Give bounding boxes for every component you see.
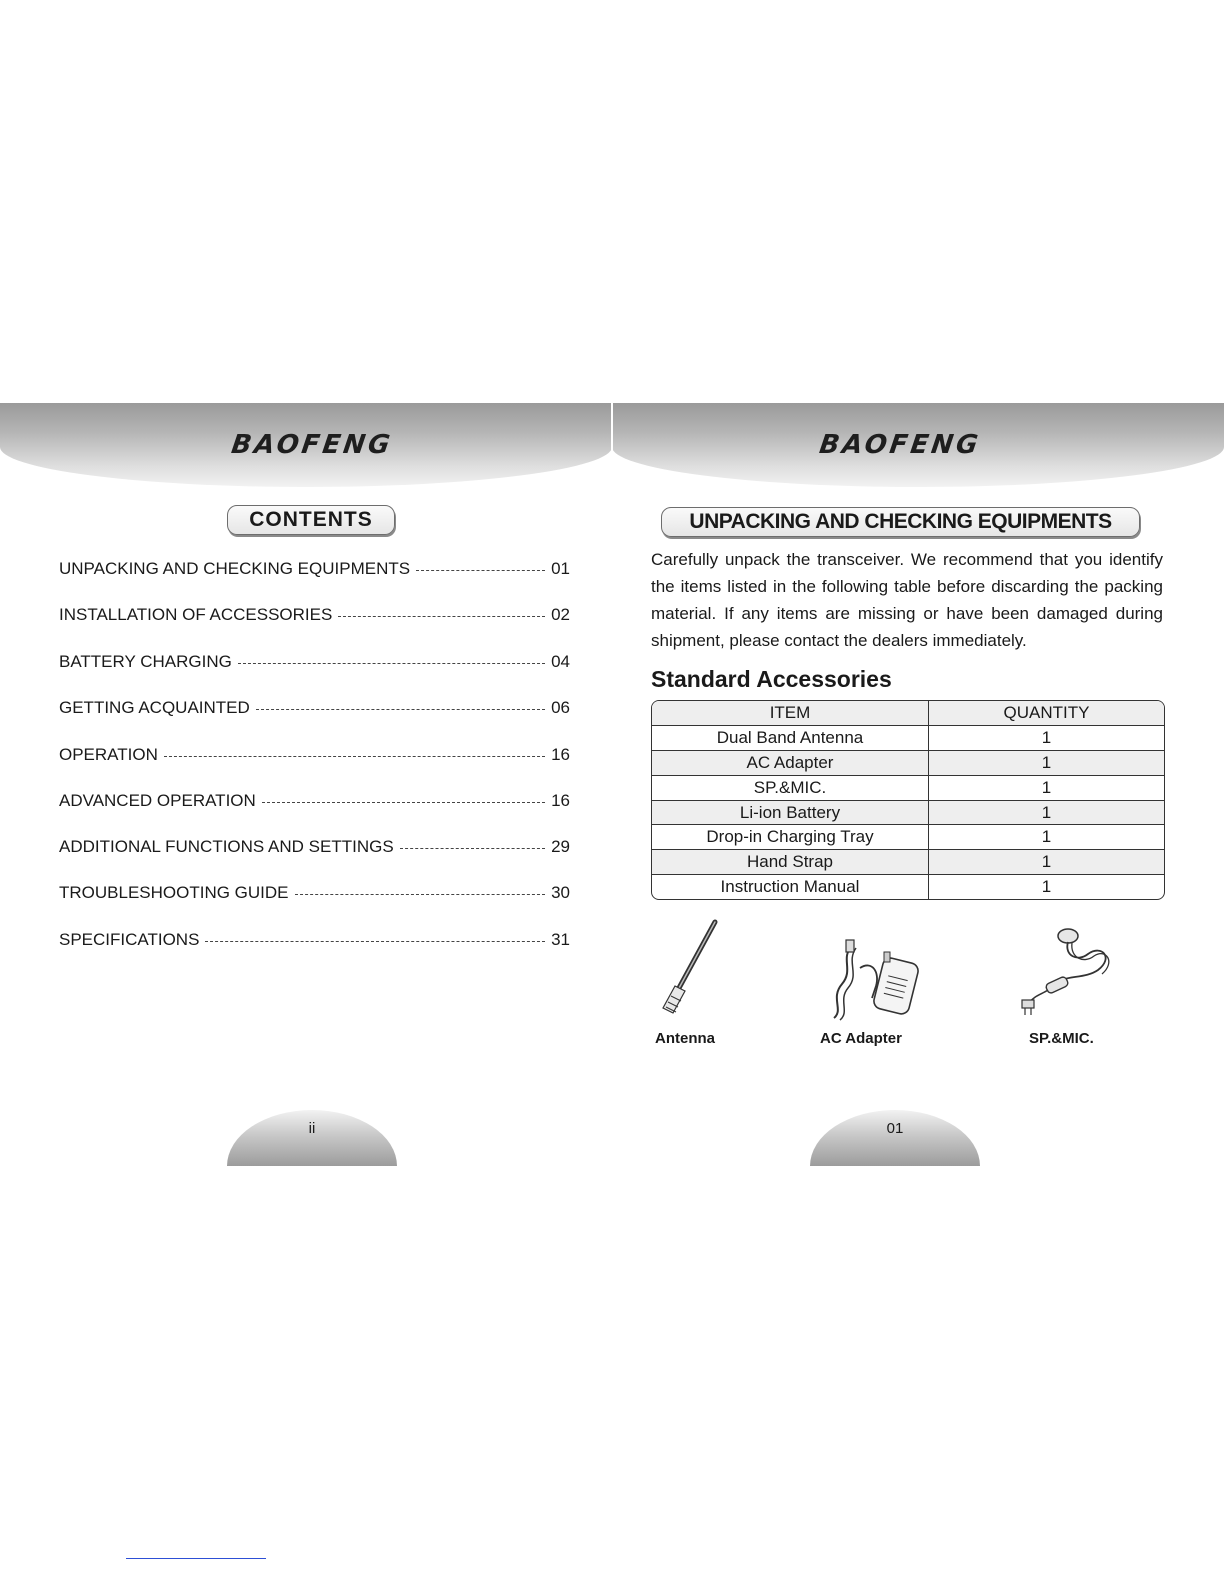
toc-leader	[256, 708, 545, 710]
toc-entry-page: 16	[551, 745, 570, 764]
page-number-right: 01	[886, 1120, 904, 1137]
toc-entry-page: 02	[551, 605, 570, 624]
table-cell-item: Hand Strap	[652, 850, 929, 874]
section-heading: UNPACKING AND CHECKING EQUIPMENTS	[661, 507, 1140, 537]
toc-leader	[416, 569, 545, 571]
table-cell-quantity: 1	[1041, 777, 1052, 797]
toc-leader	[400, 847, 545, 849]
table-row	[652, 775, 1164, 800]
table-cell-quantity: 1	[1041, 877, 1052, 897]
table-cell-quantity: 1	[1041, 852, 1052, 872]
toc-entry-page: 01	[551, 559, 570, 578]
toc-entry[interactable]	[59, 603, 570, 627]
toc-leader	[164, 755, 545, 757]
hyperlink-underline[interactable]	[126, 1558, 266, 1559]
table-header-quantity: QUANTITY	[1003, 702, 1090, 722]
table-header-item: ITEM	[652, 701, 929, 725]
toc-entry[interactable]	[59, 696, 570, 720]
toc-entry[interactable]	[59, 928, 570, 952]
toc-entry-label: ADVANCED OPERATION	[59, 791, 256, 810]
toc-entry-label: BATTERY CHARGING	[59, 652, 232, 671]
antenna-icon	[655, 918, 725, 1018]
table-cell-item: AC Adapter	[652, 751, 929, 775]
toc-entry-page: 29	[551, 837, 570, 856]
toc-entry[interactable]	[59, 789, 570, 813]
table-row	[652, 725, 1164, 750]
toc-entry[interactable]	[59, 743, 570, 767]
table-cell-quantity: 1	[1041, 802, 1052, 822]
brand-logo-right: BAOFENG	[817, 430, 983, 460]
page-divider	[611, 403, 613, 463]
table-cell-quantity: 1	[1041, 827, 1052, 847]
toc-leader	[262, 801, 545, 803]
toc-entry-label: INSTALLATION OF ACCESSORIES	[59, 605, 333, 624]
table-cell-item: SP.&MIC.	[652, 776, 929, 800]
toc-entry[interactable]	[59, 835, 570, 859]
toc-entry-page: 04	[551, 652, 570, 671]
contents-heading: CONTENTS	[227, 505, 395, 535]
toc-entry-page: 06	[551, 698, 570, 717]
toc-entry-page: 16	[551, 791, 570, 810]
toc-entry-label: SPECIFICATIONS	[59, 930, 200, 949]
toc-entry-page: 31	[551, 930, 570, 949]
table-row	[652, 750, 1164, 775]
toc-leader	[338, 615, 545, 617]
sp-mic-caption: SP.&MIC.	[1029, 1030, 1094, 1047]
table-row	[652, 849, 1164, 874]
toc-entry[interactable]	[59, 650, 570, 674]
page-number-left: ii	[308, 1120, 316, 1137]
page-number-tab-right	[810, 1110, 980, 1166]
toc-leader	[295, 893, 546, 895]
toc-entry-label: UNPACKING AND CHECKING EQUIPMENTS	[59, 559, 411, 578]
toc-entry-label: ADDITIONAL FUNCTIONS AND SETTINGS	[59, 837, 394, 856]
table-cell-quantity: 1	[1041, 752, 1052, 772]
table-cell-item: Instruction Manual	[652, 875, 929, 899]
ac-adapter-icon	[820, 938, 920, 1023]
page-number-tab-left	[227, 1110, 397, 1166]
toc-entry[interactable]	[59, 881, 570, 905]
brand-logo-left: BAOFENG	[229, 430, 395, 460]
toc-entry-label: OPERATION	[59, 745, 158, 764]
table-cell-item: Dual Band Antenna	[652, 726, 929, 750]
table-row	[652, 874, 1164, 899]
earpiece-mic-icon	[1018, 922, 1118, 1017]
toc-leader	[238, 662, 545, 664]
table-cell-quantity: 1	[1041, 727, 1052, 747]
toc-entry[interactable]	[59, 557, 570, 581]
table-header-row	[652, 701, 1164, 725]
ac-adapter-caption: AC Adapter	[820, 1030, 902, 1047]
standard-accessories-heading: Standard Accessories	[651, 666, 892, 692]
antenna-caption: Antenna	[655, 1030, 715, 1047]
intro-paragraph: Carefully unpack the transceiver. We recommend that you identify the items listed in the following table before discarding the packing material. If any items are missing or have been damaged during shipment, please contact the dealers immediately.	[651, 550, 1163, 650]
table-cell-item: Drop-in Charging Tray	[652, 825, 929, 849]
table-cell-item: Li-ion Battery	[652, 801, 929, 825]
toc-entry-label: GETTING ACQUAINTED	[59, 698, 250, 717]
toc-leader	[205, 940, 545, 942]
table-row	[652, 800, 1164, 825]
table-row	[652, 824, 1164, 849]
toc-entry-label: TROUBLESHOOTING GUIDE	[59, 883, 289, 902]
accessories-table	[651, 700, 1165, 900]
toc-entry-page: 30	[551, 883, 570, 902]
